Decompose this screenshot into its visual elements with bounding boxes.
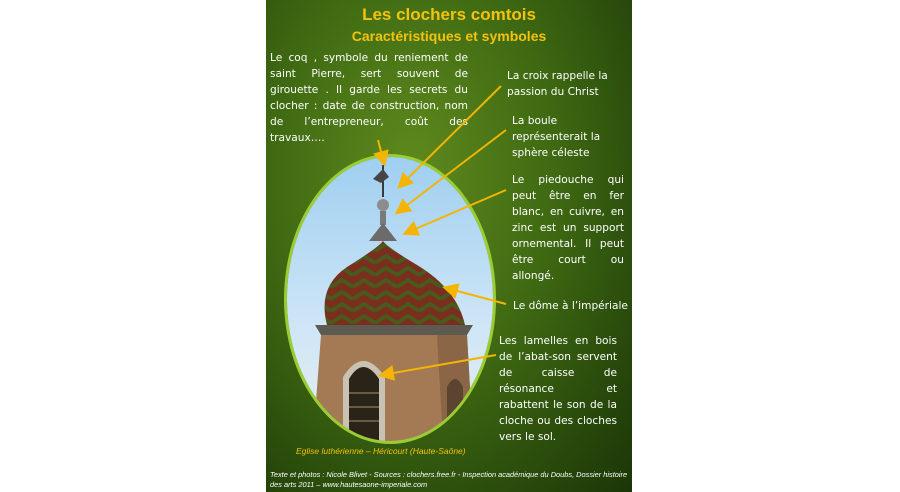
arrow-lamelles — [382, 355, 496, 375]
arrow-coq — [378, 140, 384, 163]
poster — [266, 0, 632, 492]
photo-caption: Eglise luthérienne – Héricourt (Haute-Saône) — [296, 446, 466, 456]
arrow-dome — [446, 288, 506, 304]
poster-subtitle: Caractéristiques et symboles — [351, 28, 547, 44]
annotation-croix: La croix rappelle la passion du Christ — [507, 70, 608, 98]
annotation-dome: Le dôme à l’impériale — [513, 300, 628, 312]
annotation-coq: Le coq , symbole du reniement de saint Pierre, sert souvent de girouette . Il garde les secrets du clocher : date de construction, nom de l’entrepreneur, coût des travaux…. — [270, 52, 468, 144]
poster-title: Les clochers comtois — [362, 5, 536, 24]
annotation-arrows — [266, 0, 632, 492]
arrow-piedouche — [406, 190, 506, 233]
annotation-boule: La boule représenterait la sphère céleste — [512, 115, 601, 159]
annotation-piedouche: Le piedouche qui peut être en fer blanc, en cuivre, en zinc est un support ornemental. Il peut être court ou allongé. — [512, 174, 624, 282]
credits: Texte et photos : Nicole Blivet - Sources : clochers.free.fr - Inspection académique du Doubs, Dossier histoire des arts 2011 – www.hautesaone-imperiale.com — [270, 470, 628, 489]
annotation-lamelles: Les lamelles en bois de l’abat-son servent de caisse de résonance et rabattent le son de la cloche ou des cloches vers le sol. — [499, 335, 617, 443]
